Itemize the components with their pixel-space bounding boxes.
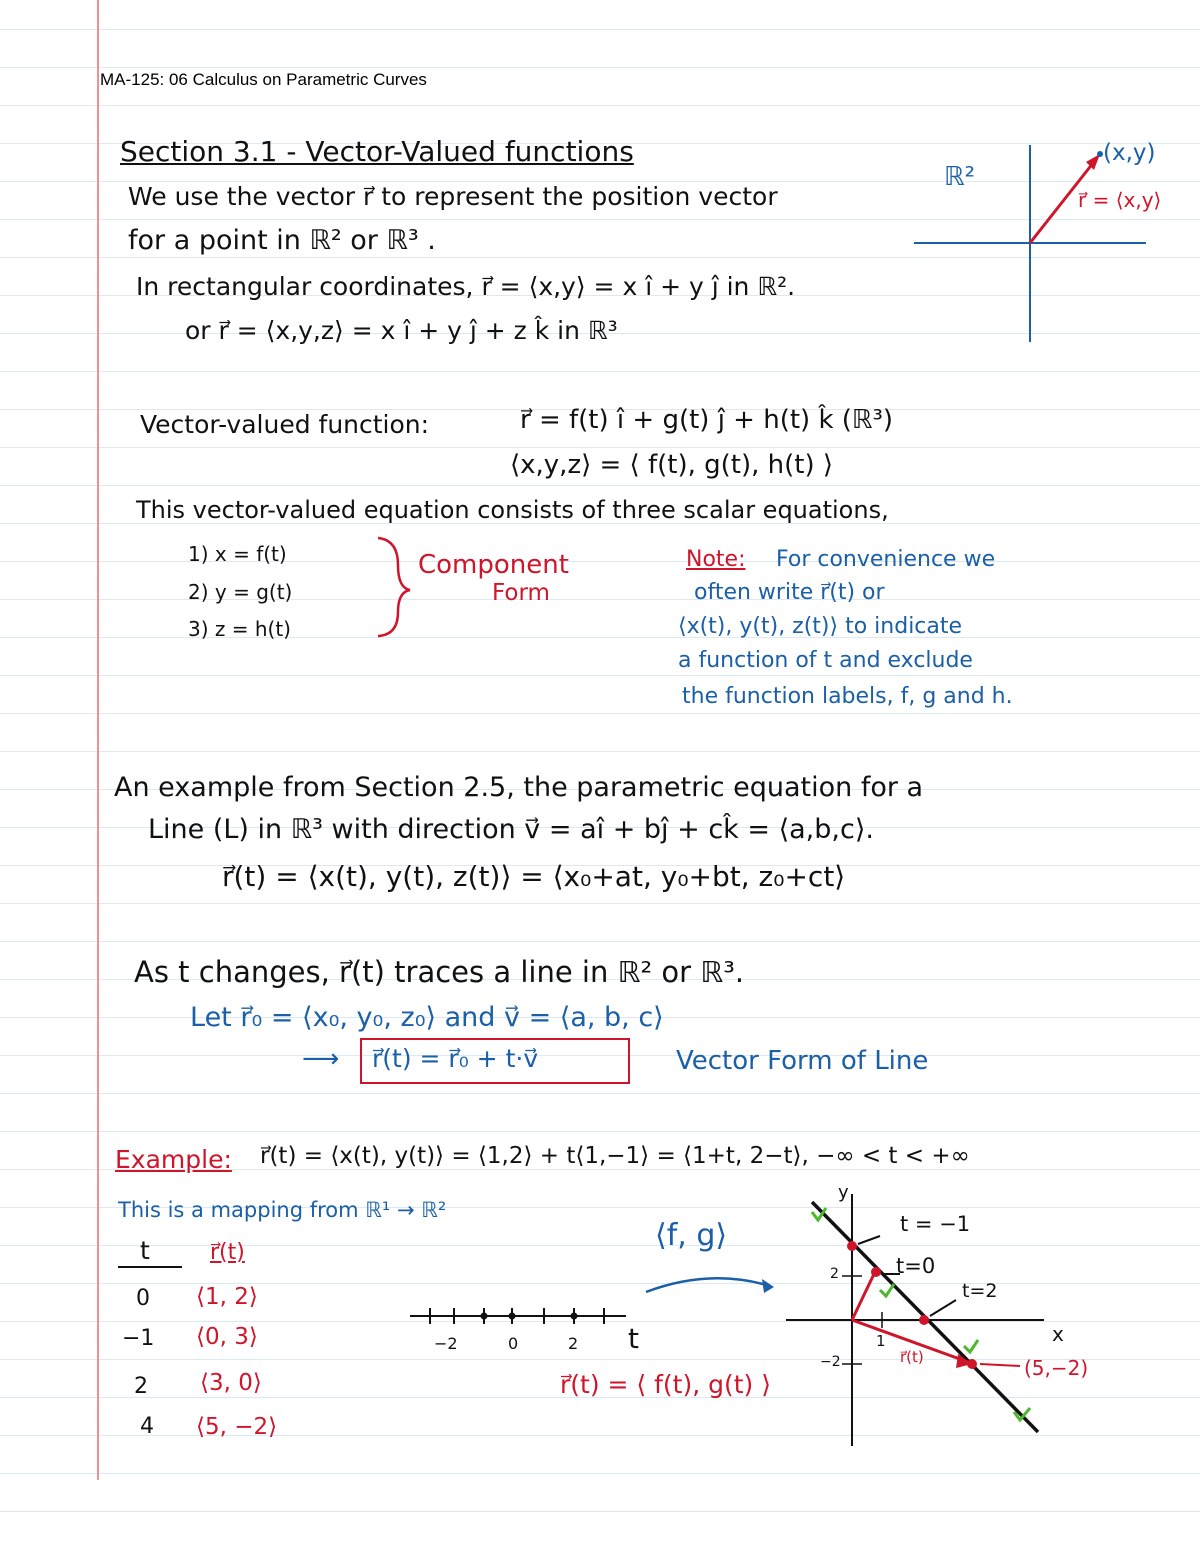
r2-label: ℝ² [944, 162, 976, 192]
graph-t-0: t=0 [896, 1254, 936, 1278]
graph-y-label: y [838, 1182, 849, 1203]
graph-t-neg1: t = −1 [900, 1212, 971, 1236]
numline-tick-0: 0 [508, 1334, 519, 1353]
graph-t-2: t=2 [962, 1280, 998, 1302]
page-header: MA-125: 06 Calculus on Parametric Curves [100, 70, 427, 89]
example-line-1: An example from Section 2.5, the parametric equation for a [114, 772, 924, 803]
note-line-3: ⟨x(t), y(t), z(t)⟩ to indicate [678, 614, 963, 639]
table-row-2-t: −1 [122, 1326, 155, 1351]
table-row-1-t: 0 [136, 1286, 150, 1311]
vvf-label: Vector-valued function: [140, 410, 430, 439]
example-eq: r⃗(t) = ⟨x(t), y(t)⟩ = ⟨1,2⟩ + t⟨1,−1⟩ = ⟨1+t, 2−t⟩, −∞ < t < +∞ [260, 1143, 970, 1169]
numline-var: t [628, 1322, 639, 1355]
example-line-2: Line (L) in ℝ³ with direction v⃗ = aî + bĵ + ck̂ = ⟨a,b,c⟩. [148, 814, 874, 845]
vector-label: r⃗ = ⟨x,y⟩ [1078, 188, 1162, 212]
graph-tick-y-neg: −2 [820, 1354, 841, 1370]
note-line-1: For convenience we [776, 547, 996, 572]
table-row-4-rt: ⟨5, −2⟩ [196, 1414, 278, 1440]
graph-tick-x: 1 [876, 1332, 886, 1350]
vvf-consists: This vector-valued equation consists of three scalar equations, [136, 496, 889, 524]
point-label: (x,y) [1103, 140, 1156, 166]
scalar-eq-2: 2) y = g(t) [188, 580, 293, 604]
note-line-4: a function of t and exclude [678, 648, 973, 673]
graph-tick-y-pos: 2 [830, 1266, 839, 1282]
section-line-2: for a point in ℝ² or ℝ³ . [128, 225, 436, 256]
rt-fg-label: r⃗(t) = ⟨ f(t), g(t) ⟩ [560, 1370, 772, 1399]
section-line-1: We use the vector r⃗ to represent the position vector [128, 182, 778, 211]
example-line-3: r⃗(t) = ⟨x(t), y(t), z(t)⟩ = ⟨x₀+at, y₀+bt, z₀+ct⟩ [222, 860, 846, 893]
section-line-3: In rectangular coordinates, r⃗ = ⟨x,y⟩ = x î + y ĵ in ℝ². [136, 272, 796, 301]
component-form-2: Form [492, 580, 550, 606]
vector-form-label: Vector Form of Line [676, 1046, 929, 1076]
scalar-eq-3: 3) z = h(t) [188, 617, 291, 641]
vvf-eq2: ⟨x,y,z⟩ = ⟨ f(t), g(t), h(t) ⟩ [510, 450, 834, 480]
scalar-eq-1: 1) x = f(t) [188, 542, 287, 566]
table-row-4-t: 4 [140, 1414, 154, 1439]
note-title: Note: [686, 547, 746, 572]
vvf-eq1: r⃗ = f(t) î + g(t) ĵ + h(t) k̂ (ℝ³) [520, 405, 894, 435]
table-header-rt: r⃗(t) [210, 1240, 245, 1265]
note-line-5: the function labels, f, g and h. [682, 684, 1013, 709]
table-row-3-t: 2 [134, 1374, 148, 1399]
graph-rt-label: r⃗(t) [900, 1348, 924, 1366]
implies-arrow: ⟶ [302, 1044, 340, 1074]
section-heading: Section 3.1 - Vector-Valued functions [120, 135, 634, 168]
table-row-1-rt: ⟨1, 2⟩ [196, 1284, 258, 1310]
vector-form-eq: r⃗(t) = r⃗₀ + t·v⃗ [372, 1044, 539, 1073]
component-form-1: Component [418, 550, 569, 580]
table-header-t: t [140, 1236, 150, 1265]
section-line-4: or r⃗ = ⟨x,y,z⟩ = x î + y ĵ + z k̂ in ℝ³ [185, 316, 618, 345]
table-row-2-rt: ⟨0, 3⟩ [196, 1324, 258, 1350]
graph-point-label: (5,−2) [1024, 1356, 1089, 1380]
graph-x-label: x [1052, 1322, 1064, 1346]
mapping-line: This is a mapping from ℝ¹ → ℝ² [118, 1198, 447, 1222]
example-label: Example: [115, 1145, 232, 1174]
table-row-3-rt: ⟨3, 0⟩ [200, 1370, 262, 1396]
note-line-2: often write r⃗(t) or [694, 580, 885, 605]
fg-label: ⟨f, g⟩ [655, 1218, 728, 1253]
numline-tick-2: 2 [568, 1334, 579, 1353]
trace-line: As t changes, r⃗(t) traces a line in ℝ² or ℝ³. [134, 955, 745, 989]
let-line: Let r⃗₀ = ⟨x₀, y₀, z₀⟩ and v⃗ = ⟨a, b, c⟩ [190, 1002, 664, 1033]
numline-tick-neg2: −2 [434, 1334, 458, 1353]
